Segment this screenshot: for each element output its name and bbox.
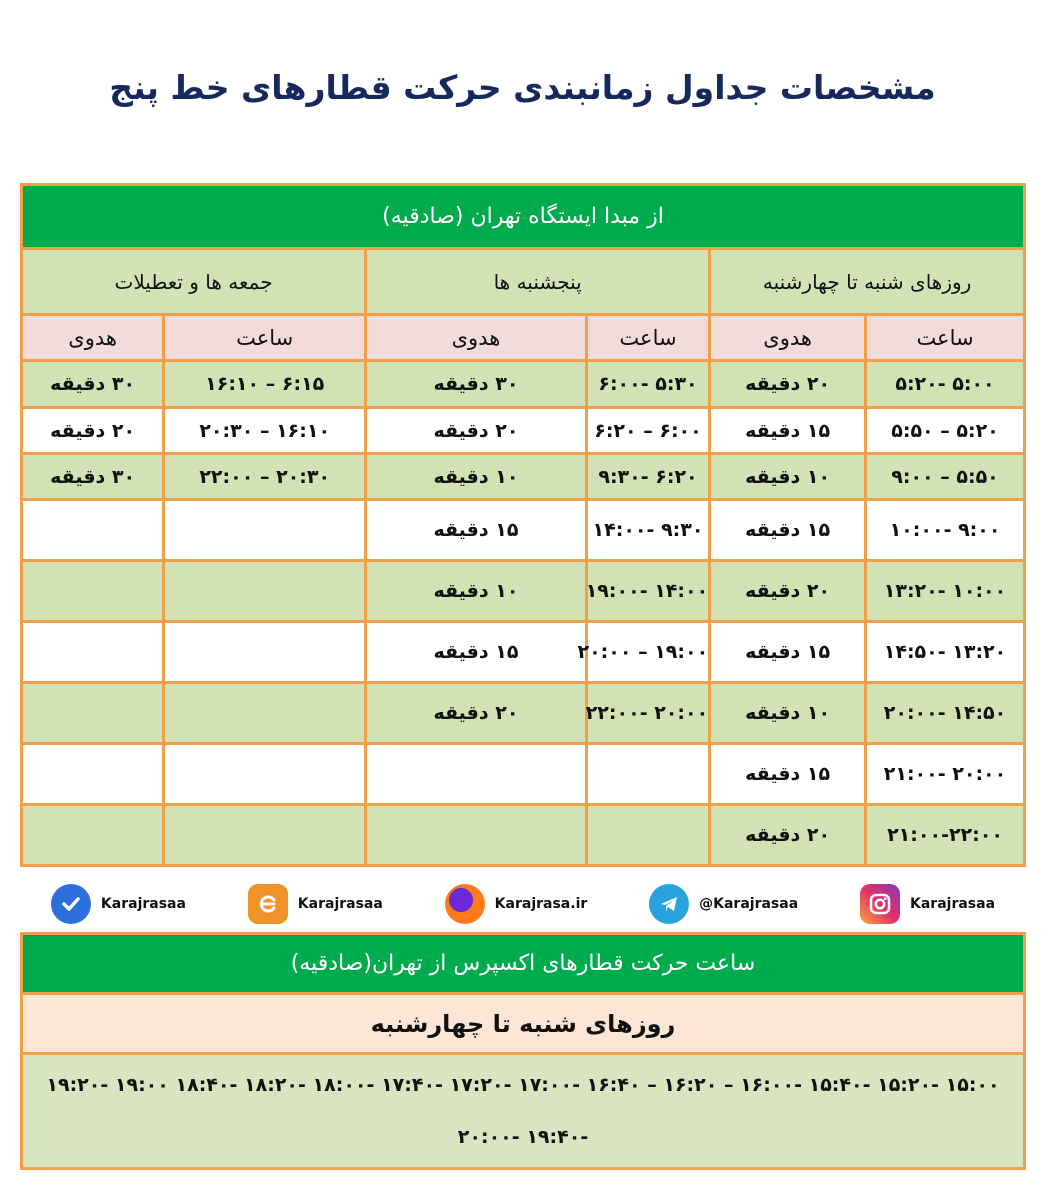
social-links-bar	[20, 876, 1026, 932]
cell-time-friday	[164, 744, 366, 805]
social-instagram[interactable]	[860, 884, 995, 924]
instagram-icon	[860, 884, 900, 924]
cell-time-thursday: ۲۰:۰۰ -۲۲:۰۰	[586, 683, 709, 744]
cell-time-sat-wed: ۲۱:۰۰-۲۲:۰۰	[866, 805, 1025, 866]
cell-time-thursday	[586, 744, 709, 805]
cell-headway-sat-wed: ۱۵ دقیقه	[710, 744, 866, 805]
cell-time-sat-wed: ۱۳:۲۰ -۱۴:۵۰	[866, 622, 1025, 683]
cell-headway-friday	[22, 805, 164, 866]
group-friday-holidays: جمعه ها و تعطیلات	[22, 249, 366, 315]
cell-headway-thursday: ۲۰ دقیقه	[366, 408, 587, 454]
cell-headway-friday	[22, 683, 164, 744]
cell-headway-sat-wed: ۱۰ دقیقه	[710, 454, 866, 500]
cell-time-friday: ۲۰:۳۰ – ۲۲:۰۰	[164, 454, 366, 500]
cell-headway-thursday	[366, 805, 587, 866]
table-row	[22, 622, 1025, 683]
cell-time-sat-wed: ۹:۰۰ -۱۰:۰۰	[866, 500, 1025, 561]
cell-headway-sat-wed: ۲۰ دقیقه	[710, 361, 866, 408]
cell-time-thursday: ۱۹:۰۰ – ۲۰:۰۰	[586, 622, 709, 683]
social-instagram-label: Karajrasaa	[910, 896, 996, 912]
col-headway-sat-wed: هدوی	[710, 315, 866, 361]
cell-headway-thursday: ۱۰ دقیقه	[366, 561, 587, 622]
cell-headway-sat-wed: ۱۰ دقیقه	[710, 683, 866, 744]
group-sat-wed: روزهای شنبه تا چهارشنبه	[710, 249, 1025, 315]
express-days: روزهای شنبه تا چهارشنبه	[22, 994, 1025, 1054]
cell-headway-friday	[22, 561, 164, 622]
col-time-thursday: ساعت	[586, 315, 709, 361]
cell-headway-sat-wed: ۲۰ دقیقه	[710, 805, 866, 866]
social-eitaa-label: Karajrasaa	[297, 896, 383, 912]
cell-headway-friday: ۲۰ دقیقه	[22, 408, 164, 454]
eitaa-icon	[248, 884, 288, 924]
table-row	[22, 500, 1025, 561]
cell-headway-thursday: ۱۵ دقیقه	[366, 622, 587, 683]
cell-time-friday	[164, 683, 366, 744]
cell-headway-friday	[22, 744, 164, 805]
social-website[interactable]	[445, 884, 588, 924]
table-row	[22, 408, 1025, 454]
table-row	[22, 683, 1025, 744]
cell-time-thursday: ۶:۲۰ -۹:۳۰	[586, 454, 709, 500]
telegram-icon	[649, 884, 689, 924]
cell-time-sat-wed: ۵:۵۰ – ۹:۰۰	[866, 454, 1025, 500]
social-website-label: Karajrasa.ir	[494, 896, 588, 912]
table-row	[22, 361, 1025, 408]
col-headway-thursday: هدوی	[366, 315, 587, 361]
cell-time-sat-wed: ۵:۰۰ -۵:۲۰	[866, 361, 1025, 408]
cell-time-thursday: ۵:۳۰ -۶:۰۰	[586, 361, 709, 408]
cell-time-thursday: ۹:۳۰ -۱۴:۰۰	[586, 500, 709, 561]
cell-time-friday	[164, 561, 366, 622]
express-table-header: ساعت حرکت قطارهای اکسپرس از تهران(صادقیه)	[22, 934, 1025, 994]
cell-headway-thursday: ۱۰ دقیقه	[366, 454, 587, 500]
cell-time-sat-wed: ۱۰:۰۰ -۱۳:۲۰	[866, 561, 1025, 622]
cell-headway-thursday	[366, 744, 587, 805]
table-row	[22, 561, 1025, 622]
schedule-table-tehran	[20, 183, 1026, 867]
firefox-icon	[445, 884, 485, 924]
cell-headway-sat-wed: ۱۵ دقیقه	[710, 408, 866, 454]
cell-time-thursday: ۱۴:۰۰ -۱۹:۰۰	[586, 561, 709, 622]
table-row	[22, 744, 1025, 805]
cell-headway-thursday: ۱۵ دقیقه	[366, 500, 587, 561]
cell-headway-thursday: ۳۰ دقیقه	[366, 361, 587, 408]
cell-time-friday	[164, 622, 366, 683]
cell-time-friday	[164, 500, 366, 561]
express-times: ۱۵:۰۰ -۱۵:۲۰ -۱۵:۴۰ -۱۶:۰۰ – ۱۶:۲۰ – ۱۶:۴۰ -۱۷:۰۰ -۱۷:۲۰ -۱۷:۴۰ -۱۸:۰۰ -۱۸:۲۰ -۱۸:۴۰ ۱۹:۰۰ -۱۹:۲۰ -۱۹:۴۰ -۲۰:۰۰	[22, 1054, 1025, 1169]
bale-icon	[51, 884, 91, 924]
cell-headway-friday: ۳۰ دقیقه	[22, 454, 164, 500]
cell-time-sat-wed: ۵:۲۰ – ۵:۵۰	[866, 408, 1025, 454]
group-thursday: پنجشنبه ها	[366, 249, 710, 315]
cell-time-friday: ۱۶:۱۰ – ۲۰:۳۰	[164, 408, 366, 454]
cell-time-thursday: ۶:۰۰ – ۶:۲۰	[586, 408, 709, 454]
col-time-sat-wed: ساعت	[866, 315, 1025, 361]
express-schedule-table	[20, 932, 1026, 1170]
social-telegram-label: @Karajrasaa	[699, 896, 799, 912]
cell-time-thursday	[586, 805, 709, 866]
cell-headway-friday	[22, 622, 164, 683]
cell-time-friday	[164, 805, 366, 866]
table-header-origin: از مبدا ایستگاه تهران (صادقیه)	[22, 185, 1025, 249]
social-bale-label: Karajrasaa	[100, 896, 186, 912]
social-telegram[interactable]	[649, 884, 798, 924]
cell-headway-friday	[22, 500, 164, 561]
cell-time-sat-wed: ۱۴:۵۰ -۲۰:۰۰	[866, 683, 1025, 744]
social-bale[interactable]	[51, 884, 186, 924]
page-title: مشخصات جداول زمانبندی حرکت قطارهای خط پنج	[109, 68, 936, 107]
cell-headway-sat-wed: ۱۵ دقیقه	[710, 622, 866, 683]
cell-headway-friday: ۳۰ دقیقه	[22, 361, 164, 408]
table-row	[22, 454, 1025, 500]
col-time-friday: ساعت	[164, 315, 366, 361]
table-row	[22, 805, 1025, 866]
cell-time-sat-wed: ۲۰:۰۰ -۲۱:۰۰	[866, 744, 1025, 805]
cell-time-friday: ۶:۱۵ – ۱۶:۱۰	[164, 361, 366, 408]
cell-headway-sat-wed: ۲۰ دقیقه	[710, 561, 866, 622]
social-eitaa[interactable]	[248, 884, 383, 924]
col-headway-friday: هدوی	[22, 315, 164, 361]
cell-headway-thursday: ۲۰ دقیقه	[366, 683, 587, 744]
cell-headway-sat-wed: ۱۵ دقیقه	[710, 500, 866, 561]
